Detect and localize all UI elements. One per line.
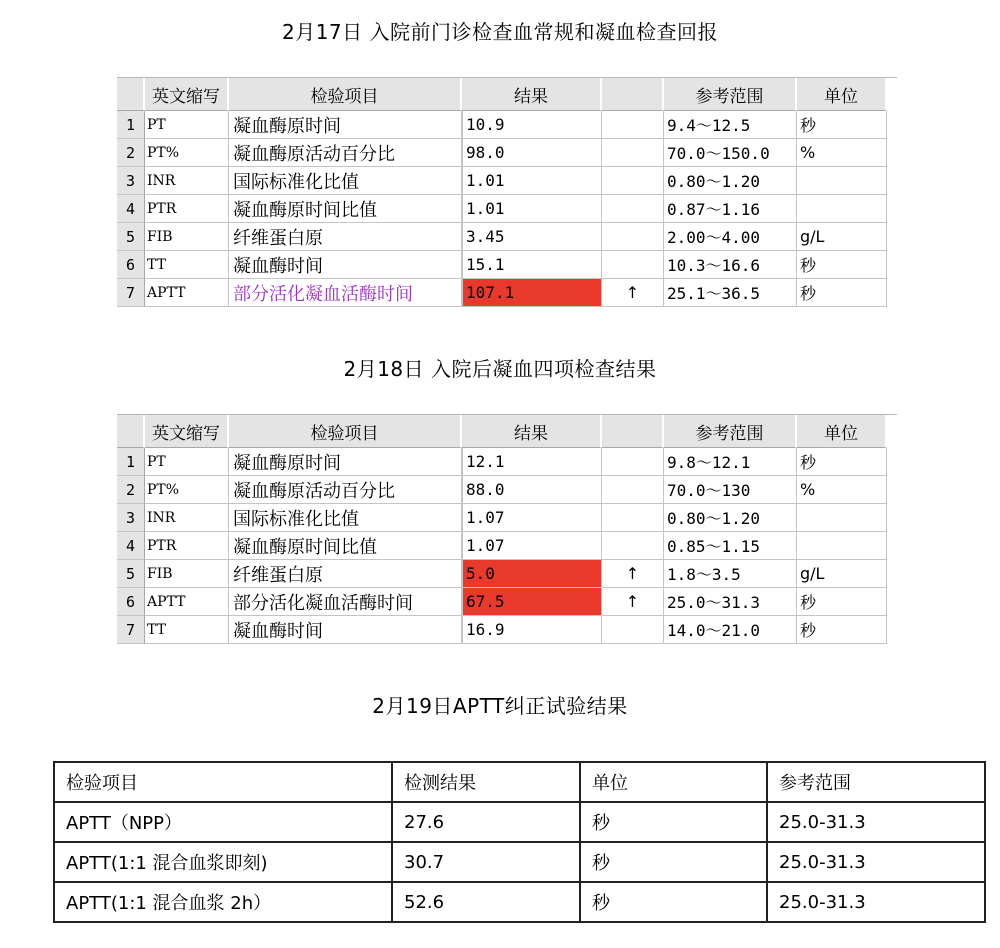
row-item: 国际标准化比值 bbox=[229, 167, 462, 195]
row-item: 凝血酶原时间比值 bbox=[229, 532, 462, 560]
row-result: 12.1 bbox=[462, 448, 602, 476]
table-row bbox=[117, 448, 897, 476]
row-flag bbox=[602, 476, 664, 504]
table-header-row bbox=[54, 762, 985, 802]
row-abbr: PT bbox=[145, 448, 229, 476]
header-index bbox=[117, 78, 145, 111]
cell-unit: 秒 bbox=[580, 802, 767, 842]
row-range: 2.00～4.00 bbox=[664, 223, 797, 251]
row-result: 5.0 bbox=[462, 560, 602, 588]
row-result: 3.45 bbox=[462, 223, 602, 251]
row-item: 凝血酶时间 bbox=[229, 616, 462, 644]
row-abbr: TT bbox=[145, 616, 229, 644]
row-abbr: PT bbox=[145, 111, 229, 139]
row-index: 4 bbox=[117, 532, 145, 560]
cell-result: 30.7 bbox=[392, 842, 580, 882]
row-flag: ↑ bbox=[602, 279, 664, 307]
row-item: 凝血酶原时间 bbox=[229, 111, 462, 139]
header-unit: 单位 bbox=[797, 415, 887, 448]
row-range: 25.1～36.5 bbox=[664, 279, 797, 307]
table-row bbox=[117, 476, 897, 504]
row-item: 凝血酶时间 bbox=[229, 251, 462, 279]
header-index bbox=[117, 415, 145, 448]
header-item: 检验项目 bbox=[229, 415, 462, 448]
row-index: 3 bbox=[117, 504, 145, 532]
row-unit bbox=[797, 195, 887, 223]
table-row bbox=[117, 223, 897, 251]
cell-range: 25.0-31.3 bbox=[767, 802, 985, 842]
table-row bbox=[117, 195, 897, 223]
row-range: 9.4～12.5 bbox=[664, 111, 797, 139]
row-range: 0.85～1.15 bbox=[664, 532, 797, 560]
cell-item: APTT(1:1 混合血浆即刻) bbox=[54, 842, 392, 882]
header-range: 参考范围 bbox=[767, 762, 985, 802]
row-range: 25.0～31.3 bbox=[664, 588, 797, 616]
cell-item: APTT（NPP） bbox=[54, 802, 392, 842]
row-result: 1.07 bbox=[462, 532, 602, 560]
row-abbr: PTR bbox=[145, 532, 229, 560]
table-row bbox=[54, 882, 985, 922]
row-item: 纤维蛋白原 bbox=[229, 223, 462, 251]
row-unit: 秒 bbox=[797, 616, 887, 644]
row-item: 凝血酶原活动百分比 bbox=[229, 476, 462, 504]
row-index: 7 bbox=[117, 616, 145, 644]
table-row bbox=[117, 504, 897, 532]
row-unit: 秒 bbox=[797, 111, 887, 139]
coag-grid-feb17 bbox=[117, 77, 897, 307]
row-unit: 秒 bbox=[797, 588, 887, 616]
header-item: 检验项目 bbox=[229, 78, 462, 111]
row-index: 5 bbox=[117, 223, 145, 251]
row-unit: g/L bbox=[797, 560, 887, 588]
row-unit: % bbox=[797, 139, 887, 167]
row-unit bbox=[797, 532, 887, 560]
row-abbr: PT% bbox=[145, 139, 229, 167]
row-result: 16.9 bbox=[462, 616, 602, 644]
row-result: 1.07 bbox=[462, 504, 602, 532]
table-row bbox=[117, 139, 897, 167]
row-index: 5 bbox=[117, 560, 145, 588]
row-index: 2 bbox=[117, 139, 145, 167]
row-abbr: FIB bbox=[145, 223, 229, 251]
row-index: 6 bbox=[117, 251, 145, 279]
table-row bbox=[117, 588, 897, 616]
row-flag bbox=[602, 532, 664, 560]
section1-title: 2月17日 入院前门诊检查血常规和凝血检查回报 bbox=[281, 20, 719, 44]
row-unit: 秒 bbox=[797, 279, 887, 307]
cell-result: 27.6 bbox=[392, 802, 580, 842]
header-range: 参考范围 bbox=[664, 415, 797, 448]
table-row bbox=[54, 802, 985, 842]
row-item: 纤维蛋白原 bbox=[229, 560, 462, 588]
row-abbr: INR bbox=[145, 504, 229, 532]
row-flag bbox=[602, 167, 664, 195]
header-unit: 单位 bbox=[797, 78, 887, 111]
cell-range: 25.0-31.3 bbox=[767, 842, 985, 882]
row-index: 1 bbox=[117, 448, 145, 476]
section2-title: 2月18日 入院后凝血四项检查结果 bbox=[343, 357, 657, 381]
row-item: 国际标准化比值 bbox=[229, 504, 462, 532]
cell-unit: 秒 bbox=[580, 842, 767, 882]
row-result: 67.5 bbox=[462, 588, 602, 616]
row-unit: 秒 bbox=[797, 251, 887, 279]
row-result: 1.01 bbox=[462, 195, 602, 223]
header-item: 检验项目 bbox=[54, 762, 392, 802]
header-result: 结果 bbox=[462, 415, 602, 448]
row-flag bbox=[602, 223, 664, 251]
row-unit bbox=[797, 504, 887, 532]
row-index: 2 bbox=[117, 476, 145, 504]
row-flag bbox=[602, 616, 664, 644]
row-range: 10.3～16.6 bbox=[664, 251, 797, 279]
section3-title: 2月19日APTT纠正试验结果 bbox=[372, 694, 628, 718]
row-result: 15.1 bbox=[462, 251, 602, 279]
table-row bbox=[117, 279, 897, 307]
row-abbr: APTT bbox=[145, 588, 229, 616]
row-result: 107.1 bbox=[462, 279, 602, 307]
row-item: 凝血酶原时间 bbox=[229, 448, 462, 476]
row-abbr: INR bbox=[145, 167, 229, 195]
row-range: 0.80～1.20 bbox=[664, 504, 797, 532]
row-flag: ↑ bbox=[602, 588, 664, 616]
grid-header-row bbox=[117, 78, 897, 111]
table-row bbox=[54, 842, 985, 882]
row-index: 7 bbox=[117, 279, 145, 307]
row-abbr: PTR bbox=[145, 195, 229, 223]
row-abbr: TT bbox=[145, 251, 229, 279]
header-flag bbox=[602, 78, 664, 111]
row-index: 1 bbox=[117, 111, 145, 139]
row-index: 6 bbox=[117, 588, 145, 616]
row-result: 10.9 bbox=[462, 111, 602, 139]
row-flag bbox=[602, 504, 664, 532]
table-row bbox=[117, 560, 897, 588]
row-range: 70.0～150.0 bbox=[664, 139, 797, 167]
coag-grid-feb18 bbox=[117, 414, 897, 644]
cell-range: 25.0-31.3 bbox=[767, 882, 985, 922]
header-result: 检测结果 bbox=[392, 762, 580, 802]
row-unit bbox=[797, 167, 887, 195]
aptt-correction-table bbox=[53, 761, 986, 923]
row-flag bbox=[602, 139, 664, 167]
row-item: 凝血酶原活动百分比 bbox=[229, 139, 462, 167]
header-result: 结果 bbox=[462, 78, 602, 111]
row-result: 1.01 bbox=[462, 167, 602, 195]
row-flag bbox=[602, 111, 664, 139]
row-flag: ↑ bbox=[602, 560, 664, 588]
row-flag bbox=[602, 251, 664, 279]
row-result: 88.0 bbox=[462, 476, 602, 504]
row-range: 0.87～1.16 bbox=[664, 195, 797, 223]
row-item: 凝血酶原时间比值 bbox=[229, 195, 462, 223]
table-row bbox=[117, 532, 897, 560]
table-row bbox=[117, 167, 897, 195]
header-flag bbox=[602, 415, 664, 448]
row-abbr: FIB bbox=[145, 560, 229, 588]
cell-unit: 秒 bbox=[580, 882, 767, 922]
row-unit: % bbox=[797, 476, 887, 504]
row-abbr: APTT bbox=[145, 279, 229, 307]
row-range: 14.0～21.0 bbox=[664, 616, 797, 644]
table-row bbox=[117, 251, 897, 279]
row-range: 9.8～12.1 bbox=[664, 448, 797, 476]
row-flag bbox=[602, 448, 664, 476]
row-unit: 秒 bbox=[797, 448, 887, 476]
row-result: 98.0 bbox=[462, 139, 602, 167]
table-row bbox=[117, 111, 897, 139]
row-abbr: PT% bbox=[145, 476, 229, 504]
row-item: 部分活化凝血活酶时间 bbox=[229, 279, 462, 307]
row-flag bbox=[602, 195, 664, 223]
row-unit: g/L bbox=[797, 223, 887, 251]
header-unit: 单位 bbox=[580, 762, 767, 802]
cell-item: APTT(1:1 混合血浆 2h） bbox=[54, 882, 392, 922]
row-index: 4 bbox=[117, 195, 145, 223]
cell-result: 52.6 bbox=[392, 882, 580, 922]
row-index: 3 bbox=[117, 167, 145, 195]
row-range: 0.80～1.20 bbox=[664, 167, 797, 195]
row-range: 1.8～3.5 bbox=[664, 560, 797, 588]
header-range: 参考范围 bbox=[664, 78, 797, 111]
grid-header-row bbox=[117, 415, 897, 448]
header-abbr: 英文缩写 bbox=[145, 78, 229, 111]
row-item: 部分活化凝血活酶时间 bbox=[229, 588, 462, 616]
row-range: 70.0～130 bbox=[664, 476, 797, 504]
table-row bbox=[117, 616, 897, 644]
header-abbr: 英文缩写 bbox=[145, 415, 229, 448]
